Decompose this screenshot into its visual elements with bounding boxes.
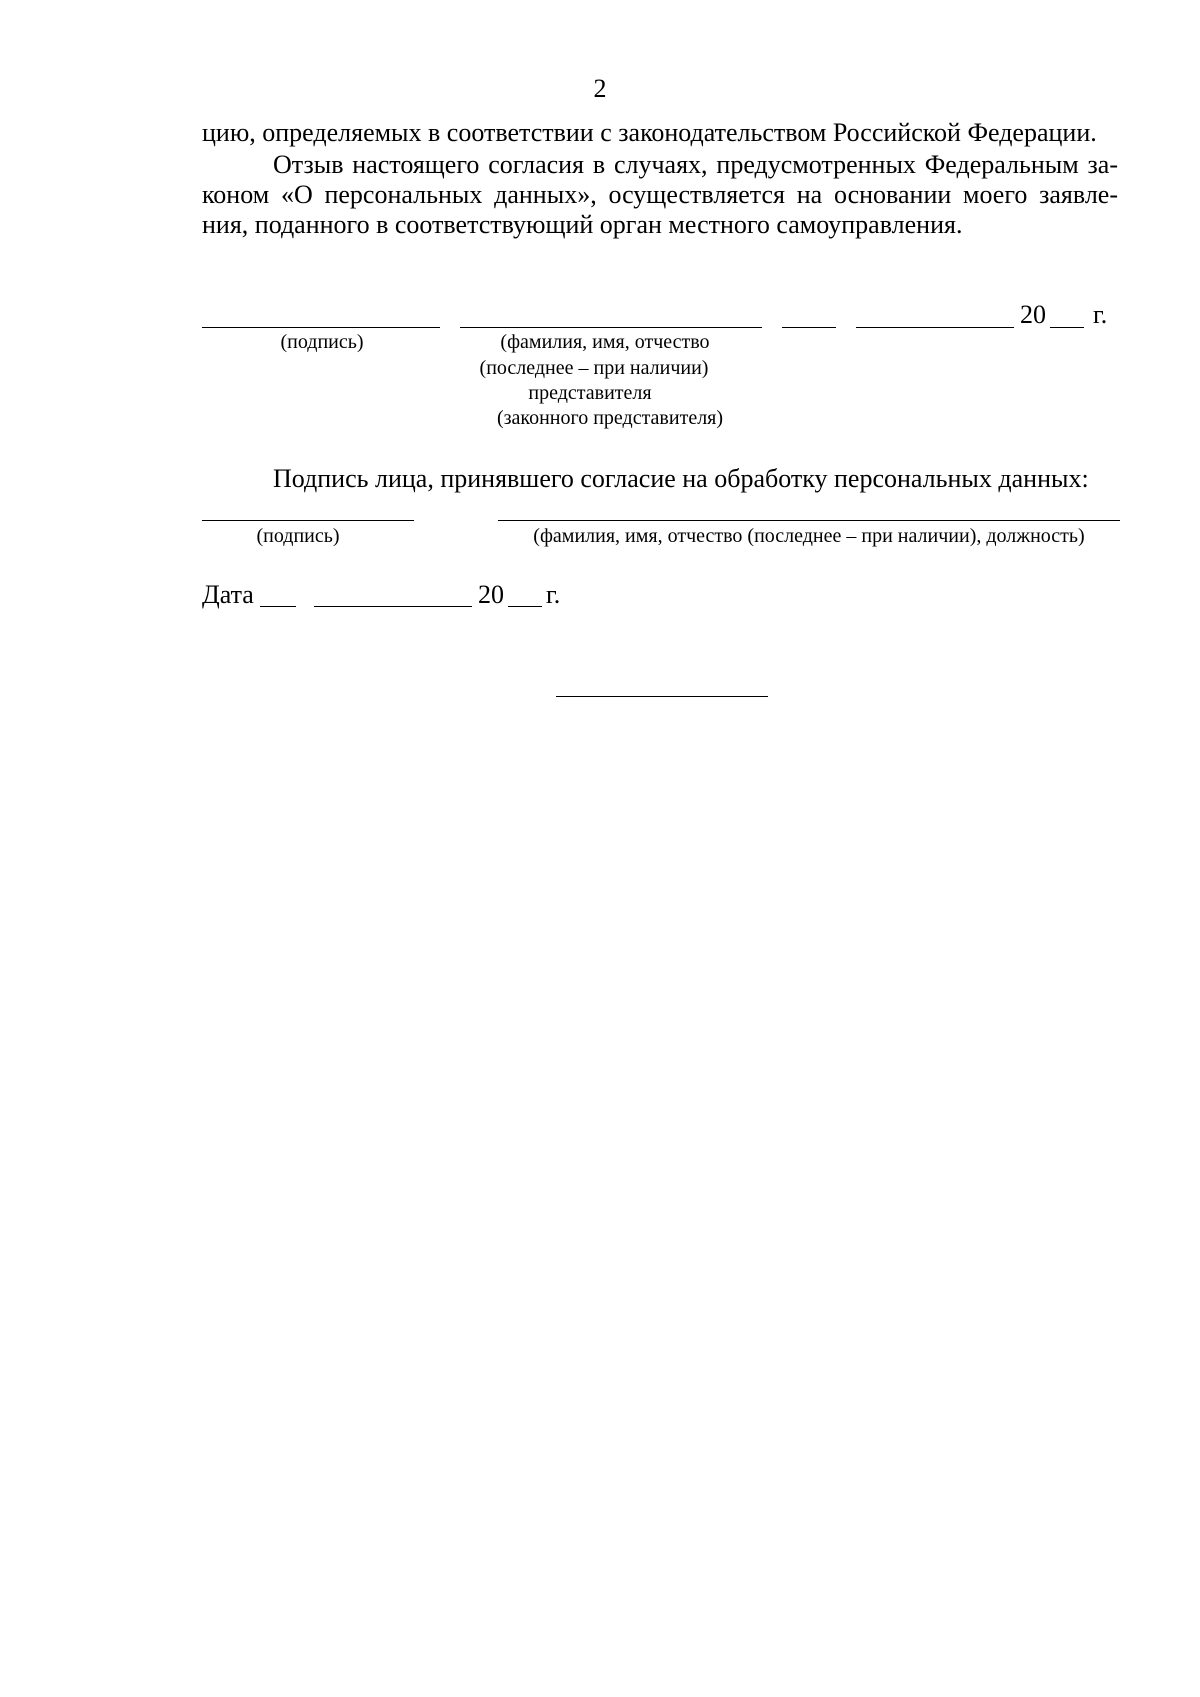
- representative-year-line: [1050, 327, 1084, 328]
- date-month-line: [314, 606, 472, 607]
- date-day-line: [260, 606, 296, 607]
- body-line-3: коном «О персональных данных», осуществляется на основании моего заявле-: [202, 180, 1118, 209]
- body-line-1: цию, определяемых в соответствии с законодательством Российской Федерации.: [202, 118, 1097, 147]
- representative-name-line: [460, 327, 762, 328]
- representative-name-caption-2: (последнее – при наличии): [479, 357, 709, 379]
- representative-year-prefix: 20: [1020, 300, 1046, 329]
- acceptor-signature-line: [202, 520, 414, 521]
- page-number: 2: [593, 74, 607, 103]
- representative-name-caption-1: (фамилия, имя, отчество: [500, 331, 710, 353]
- date-year-suffix: г.: [546, 580, 561, 609]
- representative-signature-caption: (подпись): [280, 331, 364, 353]
- representative-signature-line: [202, 327, 440, 328]
- representative-year-suffix: г.: [1093, 300, 1108, 329]
- acceptor-signature-caption: (подпись): [256, 525, 340, 547]
- acceptor-heading: Подпись лица, принявшего согласие на обработку персональных данных:: [273, 464, 1089, 493]
- representative-month-line: [856, 327, 1014, 328]
- body-line-4: ния, поданного в соответствующий орган местного самоуправления.: [202, 210, 963, 239]
- closing-rule: [556, 696, 768, 697]
- acceptor-name-caption: (фамилия, имя, отчество (последнее – при наличии), должность): [533, 525, 1085, 547]
- date-year-prefix: 20: [478, 580, 504, 609]
- representative-day-line: [782, 327, 836, 328]
- body-line-2: Отзыв настоящего согласия в случаях, предусмотренных Федеральным за-: [273, 150, 1118, 179]
- representative-name-caption-4: (законного представителя): [496, 407, 724, 429]
- date-label: Дата: [202, 580, 254, 609]
- date-year-line: [508, 606, 542, 607]
- representative-name-caption-3: представителя: [528, 382, 652, 404]
- acceptor-name-line: [498, 520, 1120, 521]
